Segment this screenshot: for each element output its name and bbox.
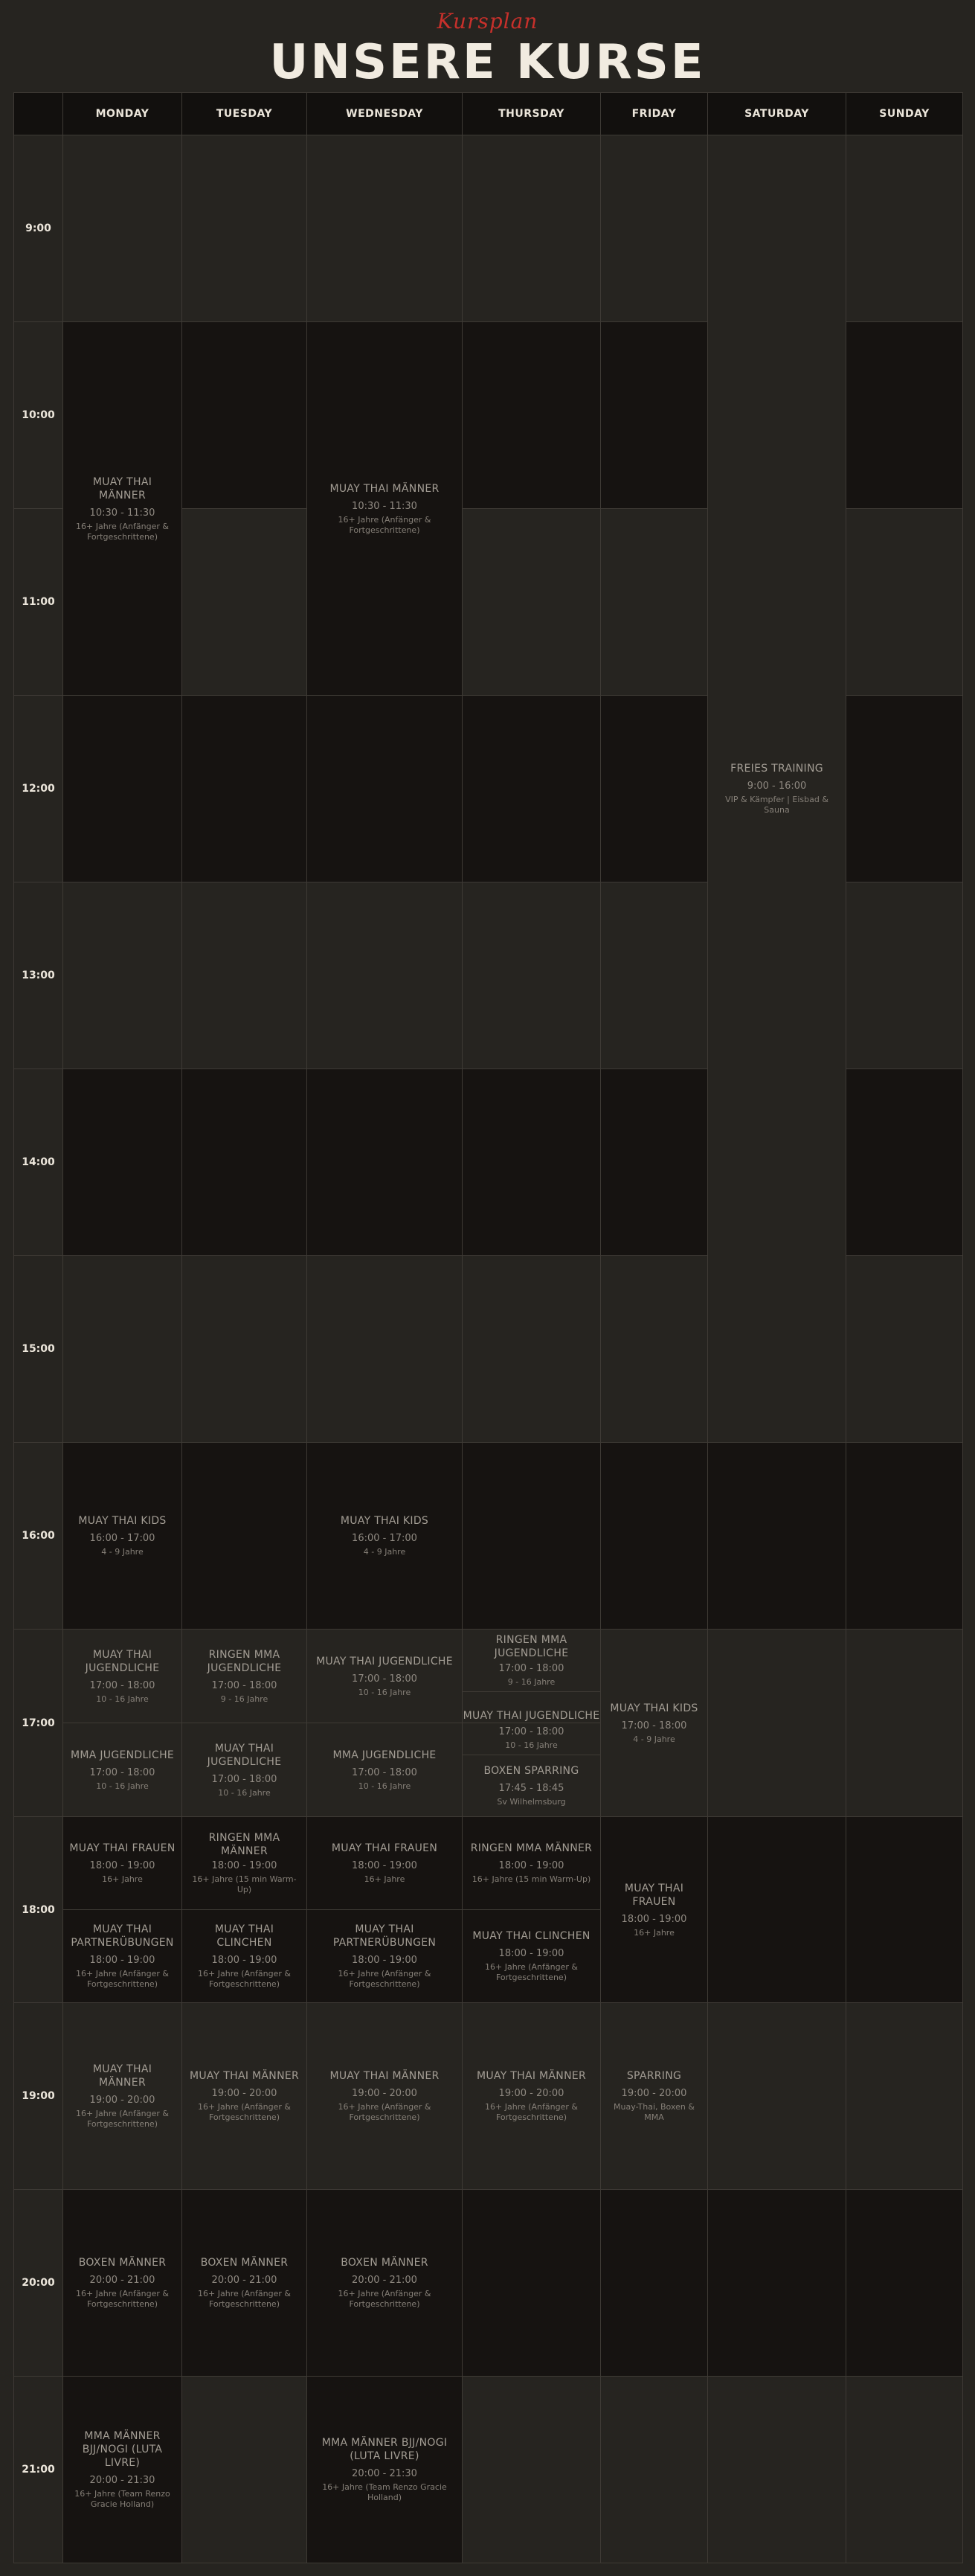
event-time: 18:00 - 19:00 xyxy=(89,1955,155,1966)
cell-empty xyxy=(63,696,182,882)
event-cell[interactable] xyxy=(182,2190,307,2377)
event-ringen-mma-jugendliche[interactable] xyxy=(182,1648,306,1705)
cell-empty xyxy=(708,2003,846,2190)
event-time: 18:00 - 19:00 xyxy=(211,1955,277,1966)
time-label: 20:00 xyxy=(14,2190,63,2377)
row-20 xyxy=(14,2190,963,2377)
event-mt-frauen[interactable] xyxy=(307,1842,462,1885)
event-cell[interactable] xyxy=(182,2003,307,2190)
event-title: MMA MÄNNER BJJ/NOGI (LUTA LIVRE) xyxy=(321,2437,448,2462)
event-cell[interactable] xyxy=(182,1817,307,1910)
cell-empty xyxy=(307,1256,463,1443)
row-21 xyxy=(14,2377,963,2563)
cell-empty xyxy=(182,2377,307,2563)
event-title: MUAY THAI KIDS xyxy=(340,1515,429,1527)
event-note: 4 - 9 Jahre xyxy=(633,1734,675,1744)
event-mt-frauen[interactable] xyxy=(601,1882,707,1938)
cell-empty xyxy=(846,509,963,696)
cell-empty xyxy=(307,696,463,882)
event-title: MUAY THAI CLINCHEN xyxy=(472,1930,591,1942)
cell-empty xyxy=(63,1069,182,1256)
event-mt-clinchen[interactable] xyxy=(182,1923,306,1990)
event-title: MUAY THAI PARTNERÜBUNGEN xyxy=(332,1923,437,1949)
event-note: 16+ Jahre (Anfänger & Fortgeschrittene) xyxy=(198,2289,291,2309)
event-note: 4 - 9 Jahre xyxy=(363,1547,406,1557)
event-note: 16+ Jahre (Anfänger & Fortgeschrittene) xyxy=(198,1969,291,1989)
event-time: 18:00 - 19:00 xyxy=(211,1860,277,1871)
time-label: 18:00 xyxy=(14,1817,63,2003)
header-corner xyxy=(14,93,63,135)
header-script-title: Kursplan xyxy=(437,9,538,33)
event-note: 16+ Jahre (15 min Warm-Up) xyxy=(472,1874,591,1884)
cell-empty xyxy=(601,2377,708,2563)
cell-empty xyxy=(307,1069,463,1256)
event-cell[interactable] xyxy=(307,1443,463,1630)
cell-empty xyxy=(601,2190,708,2377)
cell-empty xyxy=(846,696,963,882)
event-note: 9 - 16 Jahre xyxy=(507,1677,556,1687)
cell-empty xyxy=(601,696,708,882)
event-cell[interactable] xyxy=(463,1723,601,1817)
cell-empty xyxy=(463,696,601,882)
event-note: 16+ Jahre (Team Renzo Gracie Holland) xyxy=(74,2489,170,2509)
event-cell[interactable] xyxy=(463,1630,601,1723)
event-note: VIP & Kämpfer | Eisbad & Sauna xyxy=(725,795,828,815)
event-title: MUAY THAI MÄNNER xyxy=(476,2070,587,2082)
event-time: 18:00 - 19:00 xyxy=(498,1948,564,1959)
event-title: RINGEN MMA JUGENDLICHE xyxy=(207,1648,282,1674)
cell-empty xyxy=(601,1256,708,1443)
cell-empty xyxy=(182,135,307,322)
event-mt-maenner[interactable] xyxy=(63,2063,181,2130)
event-time: 17:00 - 18:00 xyxy=(352,1673,417,1685)
event-cell[interactable] xyxy=(463,1910,601,2003)
event-title: FREIES TRAINING xyxy=(730,763,823,775)
event-mt-maenner[interactable] xyxy=(463,2069,600,2123)
event-title: BOXEN MÄNNER xyxy=(341,2257,428,2269)
event-note: 16+ Jahre (Anfänger & Fortgeschrittene) xyxy=(76,2109,169,2129)
event-muay-thai-maenner[interactable] xyxy=(307,482,462,536)
event-title: MUAY THAI JUGENDLICHE xyxy=(463,1710,600,1722)
event-time: 16:00 - 17:00 xyxy=(352,1533,417,1544)
event-time: 18:00 - 19:00 xyxy=(498,1860,564,1871)
event-freies-training[interactable] xyxy=(708,762,846,816)
cell-empty xyxy=(182,696,307,882)
event-cell[interactable] xyxy=(307,2190,463,2377)
event-sparring[interactable] xyxy=(601,2069,707,2123)
event-title: RINGEN MMA MÄNNER xyxy=(470,1842,593,1854)
event-title: BOXEN MÄNNER xyxy=(78,2257,167,2269)
event-cell[interactable] xyxy=(63,2003,182,2190)
event-mt-partneruebungen[interactable] xyxy=(307,1923,462,1990)
event-note: 16+ Jahre (Anfänger & Fortgeschrittene) xyxy=(76,521,169,542)
schedule-table xyxy=(13,92,963,2563)
event-cell[interactable] xyxy=(63,2190,182,2377)
event-title: MMA MÄNNER BJJ/NOGI (LUTA LIVRE) xyxy=(82,2430,163,2469)
event-title: MUAY THAI JUGENDLICHE xyxy=(85,1648,160,1674)
event-cell[interactable] xyxy=(307,1630,463,1723)
event-cell[interactable] xyxy=(63,1723,182,1817)
event-title: RINGEN MMA JUGENDLICHE xyxy=(494,1634,569,1659)
event-mt-jugendliche-time[interactable] xyxy=(463,1723,600,1755)
event-time: 20:00 - 21:00 xyxy=(352,2275,417,2286)
cell-empty xyxy=(463,135,601,322)
event-time: 20:00 - 21:00 xyxy=(211,2275,277,2286)
event-time: 16:00 - 17:00 xyxy=(89,1533,155,1544)
event-cell[interactable] xyxy=(63,1817,182,1910)
cell-empty xyxy=(846,1069,963,1256)
event-note: 10 - 16 Jahre xyxy=(358,1781,411,1791)
row-17a xyxy=(14,1630,963,1723)
event-boxen-sparring[interactable] xyxy=(463,1755,600,1816)
event-cell[interactable] xyxy=(307,2003,463,2190)
cell-empty xyxy=(846,2190,963,2377)
event-cell[interactable] xyxy=(182,1910,307,2003)
cell-empty xyxy=(708,1817,846,2003)
page-title: UNSERE KURSE xyxy=(269,35,706,90)
cell-empty xyxy=(708,1630,846,1817)
event-title: MUAY THAI JUGENDLICHE xyxy=(316,1655,453,1667)
event-title: MUAY THAI KIDS xyxy=(610,1702,698,1714)
event-note: 16+ Jahre (Team Renzo Gracie Holland) xyxy=(322,2482,447,2502)
time-label: 17:00 xyxy=(14,1630,63,1817)
event-note: 10 - 16 Jahre xyxy=(96,1781,149,1791)
event-title: MUAY THAI MÄNNER xyxy=(189,2070,300,2082)
page-header xyxy=(0,0,975,92)
cell-empty xyxy=(846,2377,963,2563)
cell-empty xyxy=(846,135,963,322)
event-cell[interactable] xyxy=(63,1630,182,1723)
cell-empty xyxy=(846,322,963,509)
event-note: 16+ Jahre (15 min Warm-Up) xyxy=(192,1874,297,1894)
time-label: 15:00 xyxy=(14,1256,63,1443)
event-cell[interactable] xyxy=(63,1443,182,1630)
cell-empty xyxy=(601,1069,708,1256)
time-label: 10:00 xyxy=(14,322,63,509)
event-cell[interactable] xyxy=(601,1630,708,1817)
event-time: 19:00 - 20:00 xyxy=(211,2088,277,2099)
day-header-thursday: THURSDAY xyxy=(463,93,601,135)
event-time: 9:00 - 16:00 xyxy=(747,781,807,792)
event-note: 16+ Jahre (Anfänger & Fortgeschrittene) xyxy=(338,2102,431,2122)
cell-empty xyxy=(708,1443,846,1630)
event-title: MUAY THAI MÄNNER xyxy=(329,2070,440,2082)
event-cell[interactable] xyxy=(63,1910,182,2003)
event-time: 17:00 - 18:00 xyxy=(352,1766,417,1778)
event-note: 16+ Jahre (Anfänger & Fortgeschrittene) xyxy=(198,2102,291,2122)
event-time: 19:00 - 20:00 xyxy=(352,2088,417,2099)
event-mt-frauen[interactable] xyxy=(63,1842,181,1885)
time-label: 11:00 xyxy=(14,509,63,696)
event-time: 18:00 - 19:00 xyxy=(352,1955,417,1966)
day-header-tuesday: TUESDAY xyxy=(182,93,307,135)
event-note: 16+ Jahre (Anfänger & Fortgeschrittene) xyxy=(338,2289,431,2309)
event-boxen-maenner[interactable] xyxy=(307,2256,462,2310)
event-muay-thai-maenner[interactable] xyxy=(63,475,181,542)
event-cell[interactable] xyxy=(307,2377,463,2563)
cell-empty xyxy=(601,135,708,322)
event-title: MUAY THAI MÄNNER xyxy=(92,475,152,502)
event-title: MMA JUGENDLICHE xyxy=(70,1749,175,1761)
schedule-wrapper xyxy=(13,92,962,2563)
event-title: MUAY THAI JUGENDLICHE xyxy=(207,1742,282,1768)
event-time: 18:00 - 19:00 xyxy=(352,1860,417,1871)
cell-empty xyxy=(307,135,463,322)
event-cell[interactable] xyxy=(307,1910,463,2003)
event-time: 17:00 - 18:00 xyxy=(211,1773,277,1785)
event-time: 10:30 - 11:30 xyxy=(89,507,155,519)
cell-empty xyxy=(846,882,963,1069)
event-muay-thai-kids[interactable] xyxy=(601,1702,707,1745)
row-9 xyxy=(14,135,963,322)
cell-empty xyxy=(601,1443,708,1630)
event-cell[interactable] xyxy=(307,1817,463,1910)
event-time: 20:00 - 21:30 xyxy=(352,2468,417,2479)
cell-empty xyxy=(463,882,601,1069)
cell-empty xyxy=(182,1256,307,1443)
cell-empty xyxy=(708,2190,846,2377)
cell-empty xyxy=(63,882,182,1069)
time-label: 21:00 xyxy=(14,2377,63,2563)
row-18a xyxy=(14,1817,963,1910)
cell-empty xyxy=(182,882,307,1069)
event-mt-jugendliche[interactable] xyxy=(307,1655,462,1698)
event-mma-maenner[interactable] xyxy=(307,2436,462,2503)
event-time: 17:00 - 18:00 xyxy=(498,1663,564,1674)
event-title: MUAY THAI KIDS xyxy=(78,1515,167,1527)
event-mt-maenner[interactable] xyxy=(182,2069,306,2123)
day-header-sunday: SUNDAY xyxy=(846,93,963,135)
event-time: 17:00 - 18:00 xyxy=(89,1679,155,1691)
event-time: 20:00 - 21:00 xyxy=(89,2275,155,2286)
event-note: 16+ Jahre xyxy=(634,1927,675,1938)
event-cell[interactable] xyxy=(463,1817,601,1910)
event-cell[interactable] xyxy=(63,2377,182,2563)
event-ringen-mma-jugendliche[interactable] xyxy=(463,1630,600,1692)
cell-empty xyxy=(601,882,708,1069)
event-time: 18:00 - 19:00 xyxy=(89,1860,155,1871)
event-cell[interactable] xyxy=(708,135,846,1443)
event-title: MUAY THAI FRAUEN xyxy=(69,1842,176,1854)
event-ringen-mma-maenner[interactable] xyxy=(463,1842,600,1885)
event-title: RINGEN MMA MÄNNER xyxy=(208,1832,280,1857)
day-header-friday: FRIDAY xyxy=(601,93,708,135)
cell-empty xyxy=(463,1256,601,1443)
event-note: 16+ Jahre (Anfänger & Fortgeschrittene) xyxy=(485,1962,578,1982)
event-note: 16+ Jahre (Anfänger & Fortgeschrittene) xyxy=(338,514,431,535)
event-title: MUAY THAI MÄNNER xyxy=(92,2063,152,2089)
cell-empty xyxy=(182,1443,307,1630)
event-ringen-mma-maenner[interactable] xyxy=(182,1831,306,1895)
event-time: 19:00 - 20:00 xyxy=(89,2095,155,2106)
event-time: 17:00 - 18:00 xyxy=(89,1766,155,1778)
time-label: 12:00 xyxy=(14,696,63,882)
event-boxen-maenner[interactable] xyxy=(63,2256,181,2310)
event-cell[interactable] xyxy=(601,1817,708,2003)
event-title: MUAY THAI MÄNNER xyxy=(329,482,440,495)
time-label: 16:00 xyxy=(14,1443,63,1630)
event-cell[interactable] xyxy=(463,2003,601,2190)
schedule-header-row xyxy=(14,93,963,135)
cell-empty xyxy=(307,882,463,1069)
cell-empty xyxy=(182,509,307,696)
day-header-saturday: SATURDAY xyxy=(708,93,846,135)
event-title: SPARRING xyxy=(626,2070,682,2082)
event-title: BOXEN SPARRING xyxy=(483,1765,579,1777)
cell-empty xyxy=(846,1817,963,2003)
event-time: 18:00 - 19:00 xyxy=(621,1913,687,1925)
row-16 xyxy=(14,1443,963,1630)
cell-empty xyxy=(463,2190,601,2377)
cell-empty xyxy=(463,509,601,696)
cell-empty xyxy=(182,322,307,509)
time-label: 13:00 xyxy=(14,882,63,1069)
event-note: Sv Wilhelmsburg xyxy=(497,1797,566,1807)
cell-empty xyxy=(846,1256,963,1443)
cell-empty xyxy=(601,322,708,509)
time-label: 19:00 xyxy=(14,2003,63,2190)
event-note: 9 - 16 Jahre xyxy=(220,1694,268,1704)
event-mt-partneruebungen[interactable] xyxy=(63,1923,181,1990)
event-title: MMA JUGENDLICHE xyxy=(332,1749,437,1761)
cell-empty xyxy=(846,1630,963,1817)
event-muay-thai-kids[interactable] xyxy=(63,1514,181,1557)
event-cell[interactable] xyxy=(182,1630,307,1723)
event-time: 20:00 - 21:30 xyxy=(89,2475,155,2486)
cell-empty xyxy=(63,1256,182,1443)
event-mt-jugendliche[interactable] xyxy=(463,1692,600,1723)
event-title: MUAY THAI FRAUEN xyxy=(331,1842,438,1854)
row-19 xyxy=(14,2003,963,2190)
day-header-monday: MONDAY xyxy=(63,93,182,135)
event-title: MUAY THAI CLINCHEN xyxy=(214,1923,274,1949)
cell-empty xyxy=(708,2377,846,2563)
event-note: 16+ Jahre (Anfänger & Fortgeschrittene) xyxy=(338,1969,431,1989)
cell-empty xyxy=(182,1069,307,1256)
event-note: 16+ Jahre xyxy=(364,1874,405,1884)
cell-empty xyxy=(63,135,182,322)
time-label: 9:00 xyxy=(14,135,63,322)
event-mt-jugendliche[interactable] xyxy=(63,1648,181,1705)
event-time: 10:30 - 11:30 xyxy=(352,500,417,512)
event-time: 17:45 - 18:45 xyxy=(498,1783,564,1794)
event-note: 4 - 9 Jahre xyxy=(101,1547,144,1557)
event-note: 16+ Jahre xyxy=(102,1874,143,1884)
event-mt-maenner[interactable] xyxy=(307,2069,462,2123)
event-note: 10 - 16 Jahre xyxy=(358,1687,411,1697)
event-title: MUAY THAI FRAUEN xyxy=(624,1882,684,1908)
event-note: 16+ Jahre (Anfänger & Fortgeschrittene) xyxy=(76,2289,169,2309)
cell-empty xyxy=(463,322,601,509)
event-note: 10 - 16 Jahre xyxy=(96,1694,149,1704)
event-note: 16+ Jahre (Anfänger & Fortgeschrittene) xyxy=(76,1969,169,1989)
time-label: 14:00 xyxy=(14,1069,63,1256)
event-mt-clinchen[interactable] xyxy=(463,1929,600,1983)
event-note: 16+ Jahre (Anfänger & Fortgeschrittene) xyxy=(485,2102,578,2122)
cell-empty xyxy=(463,1443,601,1630)
event-cell[interactable] xyxy=(307,1723,463,1817)
event-time: 17:00 - 18:00 xyxy=(211,1679,277,1691)
event-time: 17:00 - 18:00 xyxy=(621,1720,687,1731)
cell-empty xyxy=(463,1069,601,1256)
event-boxen-maenner[interactable] xyxy=(182,2256,306,2310)
event-cell[interactable] xyxy=(182,1723,307,1817)
event-mma-maenner[interactable] xyxy=(63,2429,181,2510)
event-title: MUAY THAI PARTNERÜBUNGEN xyxy=(71,1923,174,1949)
cell-empty xyxy=(846,2003,963,2190)
event-note: 10 - 16 Jahre xyxy=(505,1740,558,1750)
day-header-wednesday: WEDNESDAY xyxy=(307,93,463,135)
event-mma-jugendliche[interactable] xyxy=(63,1749,181,1792)
event-note: Muay-Thai, Boxen & MMA xyxy=(614,2102,695,2122)
event-title: BOXEN MÄNNER xyxy=(200,2257,289,2269)
event-note: 10 - 16 Jahre xyxy=(218,1787,271,1798)
event-time: 17:00 - 18:00 xyxy=(498,1726,564,1737)
event-time: 19:00 - 20:00 xyxy=(498,2088,564,2099)
event-cell[interactable] xyxy=(307,322,463,696)
event-mt-jugendliche[interactable] xyxy=(182,1742,306,1798)
cell-empty xyxy=(846,1443,963,1630)
event-cell[interactable] xyxy=(63,322,182,696)
event-cell[interactable] xyxy=(601,2003,708,2190)
event-time: 19:00 - 20:00 xyxy=(621,2088,687,2099)
cell-empty xyxy=(463,2377,601,2563)
event-mma-jugendliche[interactable] xyxy=(307,1749,462,1792)
cell-empty xyxy=(601,509,708,696)
event-muay-thai-kids[interactable] xyxy=(307,1514,462,1557)
